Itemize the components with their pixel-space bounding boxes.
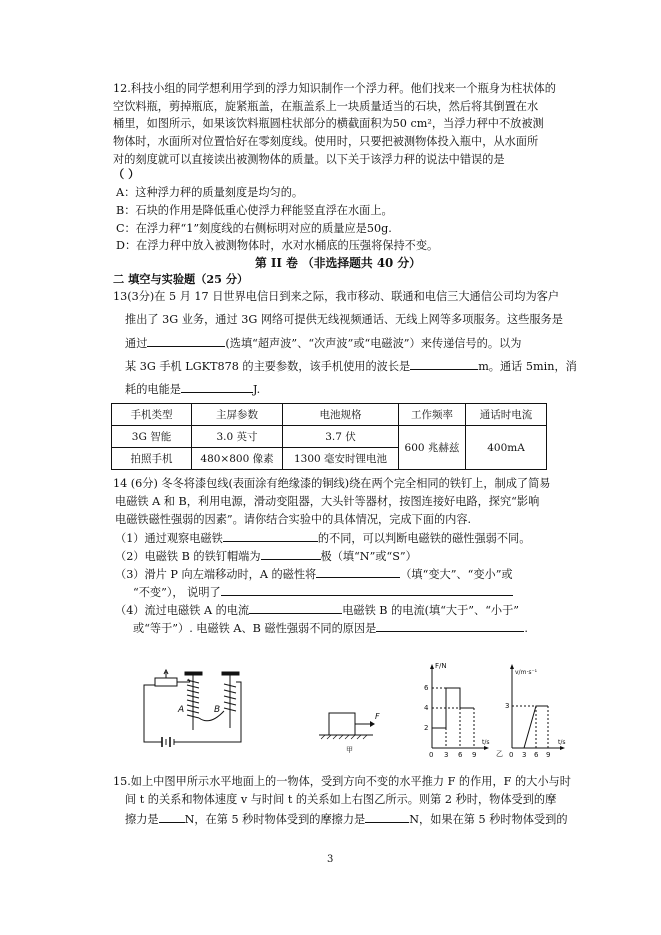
figure-caption-yi: 乙: [496, 750, 503, 758]
figure-caption-jia: 甲: [346, 746, 353, 754]
q14-sub-2a: （2）电磁铁 B 的铁钉帽端为: [115, 550, 261, 563]
q15-line-3b: N，在第 5 秒时物体受到的摩擦力是: [184, 813, 366, 826]
q15-blank-2[interactable]: [365, 810, 409, 823]
q14-sub-3: [115, 565, 513, 583]
q14-line-1: 14 (6分) 冬冬将漆包线(表面涂有绝缘漆的铜线)绕在两个完全相同的铁钉上，制成了简易: [113, 477, 551, 490]
q14-blank-4[interactable]: [221, 583, 513, 596]
q13-line-3a: 通过: [125, 337, 148, 350]
q14-sub-3-cont: [133, 583, 513, 601]
q13-line-3b: (选填“超声波”、“次声波”或“电磁波”）来传递信号的。以为: [225, 337, 522, 350]
velocity-time-graph: [496, 660, 570, 760]
table-header-row: [112, 404, 547, 426]
q14-blank-3[interactable]: [316, 565, 400, 578]
q14-line-3: 电磁铁磁性强弱的因素”。请你结合实验中的具体情况，完成下面的内容.: [115, 513, 472, 526]
table-cell: 480×800 像素: [192, 448, 283, 470]
q13-line-4b: m。通话 5min，消: [478, 360, 577, 373]
q13-line-1: 13(3分)在 5 月 17 日世界电信日到来之际，我市移动、联通和电信三大通信公司均为客户: [113, 290, 560, 303]
q12-option-d: D：在浮力秤中放入被测物体时，水对水桶底的压强将保持不变。: [116, 239, 439, 252]
q14-sub-4-cont: [133, 619, 528, 637]
q13-line-4: [125, 357, 577, 375]
graph2-y-label: v/m·s⁻¹: [515, 669, 538, 676]
table-cell: 1300 毫安时锂电池: [283, 448, 399, 470]
q14-sub-2: [115, 547, 417, 565]
q14-sub-3a: （3）滑片 P 向左端移动时，A 的磁性将: [115, 568, 317, 581]
q13-line-5a: 耗的电能是: [125, 383, 181, 396]
q15-line-3: [125, 810, 568, 828]
q14-blank-6[interactable]: [376, 619, 524, 632]
q13-line-4a: 某 3G 手机 LGKT878 的主要参数，该手机使用的波长是: [125, 360, 411, 373]
q14-sub-1a: （1）通过观察电磁铁: [115, 532, 223, 545]
label-nail-b: B: [214, 705, 221, 715]
q14-sub-3b: （填“变大”、“变小”或: [400, 568, 513, 581]
q14-sub-4d: .: [524, 622, 528, 635]
graph2-x-tick: 6: [534, 751, 539, 759]
table-cell: 3.0 英寸: [192, 426, 283, 448]
q14-sub-4a: （4）流过电磁铁 A 的电流: [115, 604, 250, 617]
graph1-y-tick: 4: [424, 704, 429, 712]
label-nail-a: A: [178, 705, 185, 715]
force-label: F: [375, 712, 380, 721]
q12-option-a: A：这种浮力秤的质量刻度是均匀的。: [116, 186, 304, 199]
phone-params-table: [111, 403, 547, 470]
graph1-y-label: F/N: [435, 662, 447, 670]
graph2-x-tick: 0: [509, 751, 514, 759]
q14-blank-2[interactable]: [261, 547, 321, 560]
table-row: [112, 426, 547, 448]
graph2-y-tick: 3: [505, 702, 510, 710]
table-header: 主屏参数: [192, 404, 283, 426]
circuit-figure: [140, 660, 250, 755]
section-title: 第 II 卷 （非选择题共 40 分）: [255, 256, 421, 270]
q12-line-5: 对的刻度就可以直接读出被测物体的质量。以下关于该浮力秤的说法中错误的是: [113, 153, 505, 166]
table-header: 工作频率: [399, 404, 466, 426]
block-figure: [315, 705, 390, 755]
q14-sub-4: [115, 601, 519, 619]
table-cell-current: 400mA: [466, 426, 547, 470]
q14-sub-4c: 或“等于”）. 电磁铁 A、B 磁性强弱不同的原因是: [133, 622, 377, 635]
q13-line-2: 推出了 3G 业务，通过 3G 网络可提供无线视频通话、无线上网等多项服务。这些服务是: [125, 313, 563, 326]
part2-title: 二 填空与实验题（25 分）: [113, 272, 249, 286]
graph1-y-tick: 2: [424, 724, 429, 732]
page-number: 3: [327, 854, 334, 865]
q14-sub-4b: 电磁铁 B 的电流(填“大于”、“小于”: [342, 604, 520, 617]
q12-line-2: 空饮料瓶，剪掉瓶底，旋紧瓶盖，在瓶盖系上一块质量适当的石块，然后将其倒置在水: [113, 100, 539, 113]
q12-line-4: 物体时，水面所对位置恰好在零刻度线。使用时，只要把被测物体投入瓶中，从水面所: [113, 135, 539, 148]
q12-option-c: C：在浮力秤“1”刻度线的右侧标明对应的质量应是50g.: [116, 222, 392, 235]
q15-blank-1[interactable]: [159, 810, 185, 823]
q13-line-5b: J.: [252, 383, 261, 396]
q14-blank-1[interactable]: [223, 529, 318, 542]
q15-line-2: 间 t 的关系和物体速度 v 与时间 t 的关系如上右图乙所示。则第 2 秒时，物体受到的摩: [125, 793, 557, 806]
q12-line-1: 12.科技小组的同学想利用学到的浮力知识制作一个浮力秤。他们找来一个瓶身为柱状体的: [113, 82, 556, 95]
q14-blank-5[interactable]: [249, 601, 342, 614]
q12-answer-paren: （ ）: [113, 167, 140, 181]
q14-sub-2b: 极（填“N”或“S”）: [320, 550, 417, 563]
q14-line-2: 电磁铁 A 和 B，利用电源，滑动变阻器，大头针等器材，按图连接好电路，探究“影响: [115, 495, 540, 508]
q15-line-3a: 擦力是: [125, 813, 159, 826]
graph2-x-label: t/s: [558, 739, 566, 746]
q13-blank-wavelength[interactable]: [410, 357, 478, 370]
q12-line-3: 桶里，如图所示，如果该饮料瓶圆柱状部分的横截面积为50 cm²，当浮力秤中不放被测: [113, 117, 544, 130]
table-cell: 拍照手机: [112, 448, 192, 470]
graph1-x-tick: 3: [444, 751, 449, 759]
q15-line-1: 15.如上中图甲所示水平地面上的一物体，受到方向不变的水平推力 F 的作用，F 的大小与时: [113, 775, 571, 788]
q14-sub-1: [115, 529, 530, 547]
table-cell-frequency: 600 兆赫兹: [399, 426, 466, 470]
q14-sub-1b: 的不同，可以判断电磁铁的磁性强弱不同。: [317, 532, 531, 545]
graph1-x-tick: 0: [429, 751, 434, 759]
graph1-x-label: t/s: [482, 739, 490, 746]
graph1-x-tick: 6: [458, 751, 463, 759]
force-time-graph: [418, 660, 493, 760]
table-header: 电池规格: [283, 404, 399, 426]
q12-option-b: B：石块的作用是降低重心使浮力秤能竖直浮在水面上。: [116, 204, 393, 217]
q13-blank-wave[interactable]: [147, 334, 225, 347]
table-header: 通话时电流: [466, 404, 547, 426]
table-cell: 3.7 伏: [283, 426, 399, 448]
graph2-x-tick: 3: [522, 751, 527, 759]
graph1-x-tick: 9: [472, 751, 477, 759]
q14-sub-3c: “不变”）， 说明了: [133, 586, 221, 599]
table-header: 手机类型: [112, 404, 192, 426]
graph1-y-tick: 6: [424, 684, 429, 692]
graph2-x-tick: 9: [546, 751, 551, 759]
q13-blank-energy[interactable]: [181, 380, 253, 393]
q13-line-5: [125, 380, 260, 398]
q13-line-3: [125, 334, 521, 352]
q15-line-3c: N，如果在第 5 秒时物体受到的: [409, 813, 568, 826]
table-cell: 3G 智能: [112, 426, 192, 448]
